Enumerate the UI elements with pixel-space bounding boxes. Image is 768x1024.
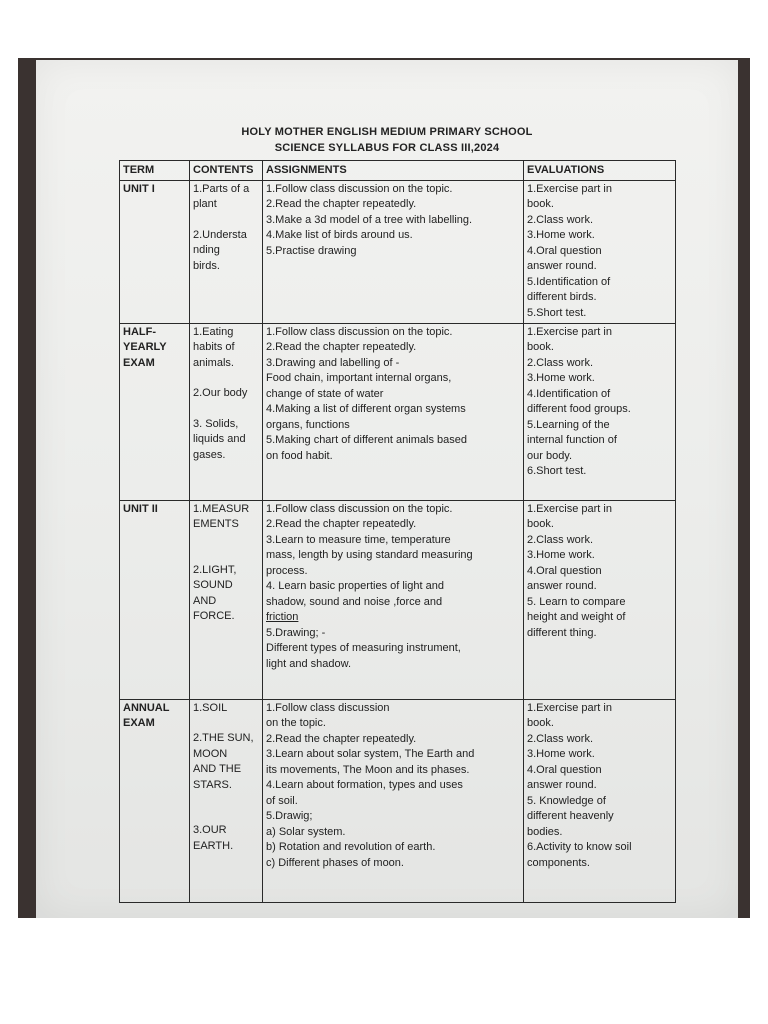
- assignment-line: 3.Drawing and labelling of -: [266, 356, 400, 369]
- term-cell: [120, 699, 190, 902]
- evaluation-line: 5. Learn to compare: [527, 595, 626, 608]
- evaluations-cell: [524, 699, 676, 902]
- syllabus-title: SCIENCE SYLLABUS FOR CLASS III,2024: [274, 142, 500, 154]
- assignment-line: friction: [266, 611, 299, 623]
- contents-line: animals.: [193, 356, 234, 369]
- evaluation-line: 3.Home work.: [527, 748, 595, 760]
- contents-line: 3.OUR: [193, 824, 227, 836]
- contents-line: 1.Eating: [193, 325, 234, 338]
- evaluation-line: 6.Short test.: [527, 465, 587, 477]
- contents-line: plant: [193, 198, 217, 210]
- contents-cell: [190, 180, 263, 323]
- evaluation-line: components.: [527, 856, 590, 869]
- assignment-line: 5.Drawing; -: [266, 626, 326, 639]
- evaluation-line: book.: [527, 341, 554, 353]
- contents-line: 1.SOIL: [193, 701, 228, 714]
- assignment-line: 2.Read the chapter repeatedly.: [266, 341, 417, 353]
- evaluation-line: 2.Class work.: [527, 533, 594, 546]
- evaluation-line: 5.Short test.: [527, 306, 587, 319]
- contents-line: habits of: [193, 341, 235, 353]
- table-row: [120, 699, 676, 902]
- evaluation-line: answer round.: [527, 779, 597, 791]
- assignment-line: 2.Read the chapter repeatedly.: [266, 732, 417, 745]
- evaluation-line: 1.Exercise part in: [527, 182, 612, 195]
- assignment-line: 4.Making a list of different organ systems: [266, 403, 466, 415]
- header-contents: CONTENTS: [190, 161, 263, 181]
- assignments-cell: [263, 180, 524, 323]
- assignment-line: 1.Follow class discussion on the topic.: [266, 502, 453, 515]
- term-label: UNIT I: [123, 182, 155, 195]
- evaluations-cell: [524, 180, 676, 323]
- term-cell: [120, 500, 190, 699]
- contents-line: EMENTS: [193, 518, 239, 530]
- assignment-line: 1.Follow class discussion on the topic.: [266, 182, 453, 195]
- evaluations-cell: [524, 500, 676, 699]
- evaluation-line: 4.Oral question: [527, 244, 602, 257]
- assignment-line: its movements, The Moon and its phases.: [266, 763, 470, 776]
- syllabus-sheet: [36, 60, 738, 918]
- term-label: ANNUAL: [123, 701, 170, 714]
- evaluation-line: 3.Home work.: [527, 372, 595, 384]
- assignments-cell: [263, 699, 524, 902]
- assignment-line: of soil.: [266, 794, 298, 807]
- assignment-line: 5.Practise drawing: [266, 244, 357, 257]
- evaluation-line: different food groups.: [527, 403, 631, 415]
- contents-line: birds.: [193, 259, 220, 272]
- assignment-line: 3.Learn about solar system, The Earth and: [266, 748, 475, 760]
- term-label: UNIT II: [123, 502, 158, 515]
- evaluation-line: book.: [527, 198, 554, 210]
- assignment-line: shadow, sound and noise ,force and: [266, 595, 443, 608]
- assignment-line: c) Different phases of moon.: [266, 856, 404, 869]
- evaluation-line: 1.Exercise part in: [527, 325, 612, 338]
- assignment-line: 2.Read the chapter repeatedly.: [266, 518, 417, 530]
- assignment-line: 4.Make list of birds around us.: [266, 229, 413, 241]
- contents-line: 2.Understa: [193, 228, 247, 241]
- evaluation-line: internal function of: [527, 434, 617, 446]
- table-row: [120, 323, 676, 500]
- assignment-line: 3.Make a 3d model of a tree with labelling.: [266, 213, 473, 226]
- evaluation-line: answer round.: [527, 260, 597, 272]
- contents-line: AND THE: [193, 763, 242, 775]
- assignment-line: mass, length by using standard measuring: [266, 549, 473, 561]
- term-label: EXAM: [123, 356, 155, 369]
- contents-line: STARS.: [193, 778, 232, 791]
- evaluation-line: 3.Home work.: [527, 549, 595, 561]
- contents-line: 3. Solids,: [193, 417, 239, 430]
- assignment-line: 5.Making chart of different animals based: [266, 434, 467, 446]
- evaluation-line: answer round.: [527, 580, 597, 592]
- evaluations-cell: [524, 323, 676, 500]
- evaluation-line: 4.Oral question: [527, 564, 602, 577]
- evaluation-line: 1.Exercise part in: [527, 502, 612, 515]
- table-row: [120, 180, 676, 323]
- assignment-line: b) Rotation and revolution of earth.: [266, 841, 436, 853]
- assignment-line: on the topic.: [266, 717, 326, 729]
- contents-line: FORCE.: [193, 610, 235, 622]
- evaluation-line: 4.Identification of: [527, 387, 611, 400]
- evaluation-line: bodies.: [527, 825, 563, 838]
- assignment-line: Food chain, important internal organs,: [266, 372, 452, 384]
- contents-line: MOON: [193, 747, 228, 760]
- header-term: TERM: [120, 161, 190, 181]
- evaluation-line: different birds.: [527, 291, 597, 303]
- contents-line: liquids and: [193, 433, 246, 445]
- assignment-line: organs, functions: [266, 418, 350, 431]
- header-assignments: ASSIGNMENTS: [263, 161, 524, 181]
- evaluation-line: height and weight of: [527, 611, 626, 623]
- assignment-line: process.: [266, 564, 308, 577]
- assignment-line: change of state of water: [266, 387, 384, 400]
- evaluation-line: 1.Exercise part in: [527, 701, 612, 714]
- assignment-line: 4.Learn about formation, types and uses: [266, 779, 463, 791]
- assignment-line: 5.Drawig;: [266, 810, 313, 822]
- evaluation-line: 5. Knowledge of: [527, 794, 606, 807]
- evaluation-line: 4.Oral question: [527, 763, 602, 776]
- term-cell: [120, 323, 190, 500]
- assignment-line: light and shadow.: [266, 657, 352, 670]
- table-header-row: [120, 161, 676, 181]
- evaluation-line: 2.Class work.: [527, 732, 594, 745]
- evaluation-line: 2.Class work.: [527, 356, 594, 369]
- contents-line: AND: [193, 594, 217, 607]
- assignment-line: 1.Follow class discussion: [266, 701, 390, 714]
- contents-line: 1.MEASUR: [193, 502, 250, 515]
- term-label: HALF-: [123, 325, 156, 338]
- evaluation-line: 2.Class work.: [527, 213, 594, 226]
- school-title: HOLY MOTHER ENGLISH MEDIUM PRIMARY SCHOOL: [241, 126, 533, 138]
- evaluation-line: different thing.: [527, 626, 597, 639]
- evaluation-line: different heavenly: [527, 810, 614, 822]
- evaluation-line: book.: [527, 717, 554, 729]
- assignment-line: 4. Learn basic properties of light and: [266, 580, 444, 592]
- contents-line: nding: [193, 244, 220, 256]
- syllabus-table: [119, 160, 676, 903]
- contents-line: 2.LIGHT,: [193, 563, 237, 576]
- assignment-line: 1.Follow class discussion on the topic.: [266, 325, 453, 338]
- evaluation-line: book.: [527, 518, 554, 530]
- contents-cell: [190, 323, 263, 500]
- term-label: EXAM: [123, 717, 155, 729]
- contents-line: 2.THE SUN,: [193, 732, 254, 744]
- contents-line: 1.Parts of a: [193, 182, 250, 195]
- contents-line: SOUND: [193, 579, 233, 591]
- evaluation-line: 5.Learning of the: [527, 418, 610, 431]
- assignment-line: on food habit.: [266, 449, 333, 462]
- contents-line: 2.Our body: [193, 387, 248, 399]
- assignments-cell: [263, 500, 524, 699]
- assignment-line: 3.Learn to measure time, temperature: [266, 533, 451, 546]
- evaluation-line: 6.Activity to know soil: [527, 841, 632, 853]
- contents-cell: [190, 699, 263, 902]
- assignment-line: a) Solar system.: [266, 825, 346, 838]
- contents-line: EARTH.: [193, 839, 234, 852]
- assignments-cell: [263, 323, 524, 500]
- header-evaluations: EVALUATIONS: [524, 161, 676, 181]
- assignment-line: 2.Read the chapter repeatedly.: [266, 198, 417, 210]
- term-label: YEARLY: [123, 341, 167, 353]
- assignment-line: Different types of measuring instrument,: [266, 642, 461, 654]
- contents-cell: [190, 500, 263, 699]
- evaluation-line: our body.: [527, 449, 573, 462]
- contents-line: gases.: [193, 448, 226, 461]
- evaluation-line: 3.Home work.: [527, 229, 595, 241]
- table-row: [120, 500, 676, 699]
- term-cell: [120, 180, 190, 323]
- evaluation-line: 5.Identification of: [527, 275, 611, 288]
